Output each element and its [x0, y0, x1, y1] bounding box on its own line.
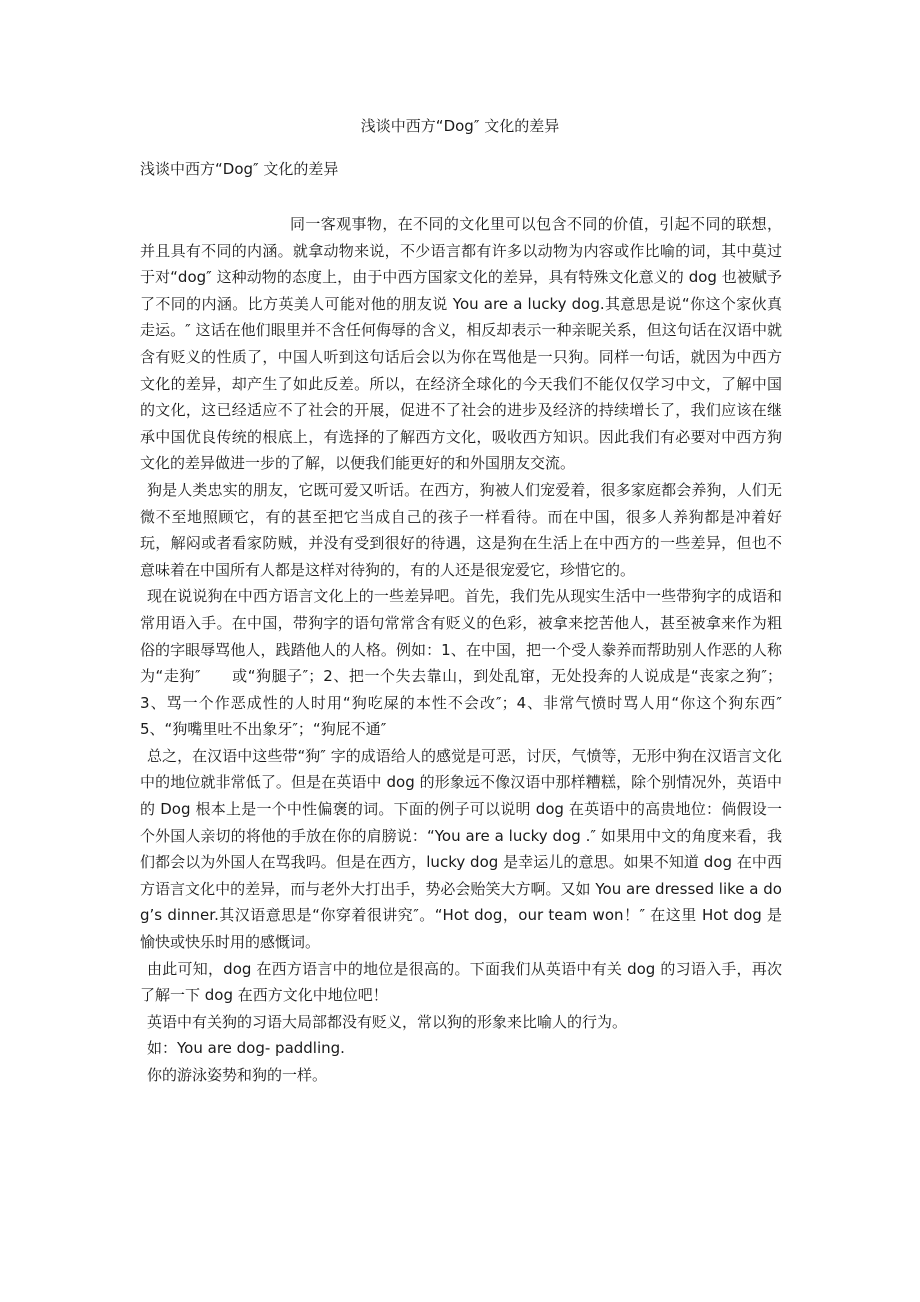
document-body: [140, 211, 782, 1089]
document-title: 浅谈中西方“Dog″ 文化的差异: [360, 117, 560, 135]
paragraph-intro: 同一客观事物，在不同的文化里可以包含不同的价值，引起不同的联想，并且具有不同的内涵。就拿动物来说，不少语言都有许多以动物为内容或作比喻的词，其中莫过于对“dog″ 这种动物的态度上，由于中西方国家文化的差异，具有特殊文化意义的 dog 也被赋予了不同的内涵。比方英美人可能对他的朋友说 You are a lucky dog.其意思是说“你这个家伙真走运。″ 这话在他们眼里并不含任何侮辱的含义，相反却表示一种亲昵关系，但这句话在汉语中就含有贬义的性质了，中国人听到这句话后会以为你在骂他是一只狗。同样一句话，就因为中西方文化的差异，却产生了如此反差。所以，在经济全球化的今天我们不能仅仅学习中文，了解中国的文化，这已经适应不了社会的开展，促进不了社会的进步及经济的持续增长了，我们应该在继承中国优良传统的根底上，有选择的了解西方文化，吸收西方知识。因此我们有必要对中西方狗文化的差异做进一步的了解，以便我们能更好的和外国朋友交流。: [140, 215, 782, 473]
paragraph-english-dog: 总之，在汉语中这些带“狗″ 字的成语给人的感觉是可恶，讨厌，气愤等，无形中狗在汉语言文化中的地位就非常低了。但是在英语中 dog 的形象远不像汉语中那样糟糕，除个别情况外，英语中的 Dog 根本上是一个中性偏褒的词。下面的例子可以说明 dog 在英语中的高贵地位：倘假设一个外国人亲切的将他的手放在你的肩膀说：“You are a lucky dog .″ 如果用中文的角度来看，我们都会以为外国人在骂我吗。但是在西方，lucky dog 是幸运儿的意思。如果不知道 dog 在中西方语言文化中的差异，而与老外大打出手，势必会贻笑大方啊。又如 You are dressed like a dog’s dinner.其汉语意思是“你穿着很讲究″。“Hot dog，our team won！″ 在这里 Hot dog 是愉快或快乐时用的感慨词。: [140, 746, 782, 952]
paragraph-translation: 你的游泳姿势和狗的一样。: [147, 1066, 328, 1084]
paragraph-example: 如：You are dog- paddling.: [147, 1039, 345, 1058]
paragraph-conclusion: 由此可知，dog 在西方语言中的地位是很高的。下面我们从英语中有关 dog 的习语入手，再次了解一下 dog 在西方文化中地位吧！: [140, 959, 782, 1005]
paragraph-dog-friend: 狗是人类忠实的朋友，它既可爱又听话。在西方，狗被人们宠爱着，很多家庭都会养狗，人们无微不至地照顾它，有的甚至把它当成自己的孩子一样看待。而在中国，很多人养狗都是冲着好玩，解闷或者看家防贼，并没有受到很好的待遇，这是狗在生活上在中西方的一些差异，但也不意味着在中国所有人都是这样对待狗的，有的人还是很宠爱它，珍惜它的。: [140, 480, 782, 579]
paragraph-idioms-intro: 英语中有关狗的习语大局部都没有贬义，常以狗的形象来比喻人的行为。: [147, 1012, 628, 1031]
paragraph-chinese-idioms: 现在说说狗在中西方语言文化上的一些差异吧。首先，我们先从现实生活中一些带狗字的成语和常用语入手。在中国，带狗字的语句常常含有贬义的色彩，被拿来挖苦他人，甚至被拿来作为粗俗的字眼辱骂他人，践踏他人的人格。例如：1、在中国，把一个受人豢养而帮助别人作恶的人称为“走狗″ 或“狗腿子″；2、把一个失去靠山，到处乱窜，无处投奔的人说成是“丧家之狗″；3、骂一个作恶成性的人时用“狗吃屎的本性不会改″；4、非常气愤时骂人用“你这个狗东西″ 5、“狗嘴里吐不出象牙″；“狗屁不通″: [140, 587, 782, 739]
document-subtitle: 浅谈中西方“Dog″ 文化的差异: [140, 160, 339, 178]
